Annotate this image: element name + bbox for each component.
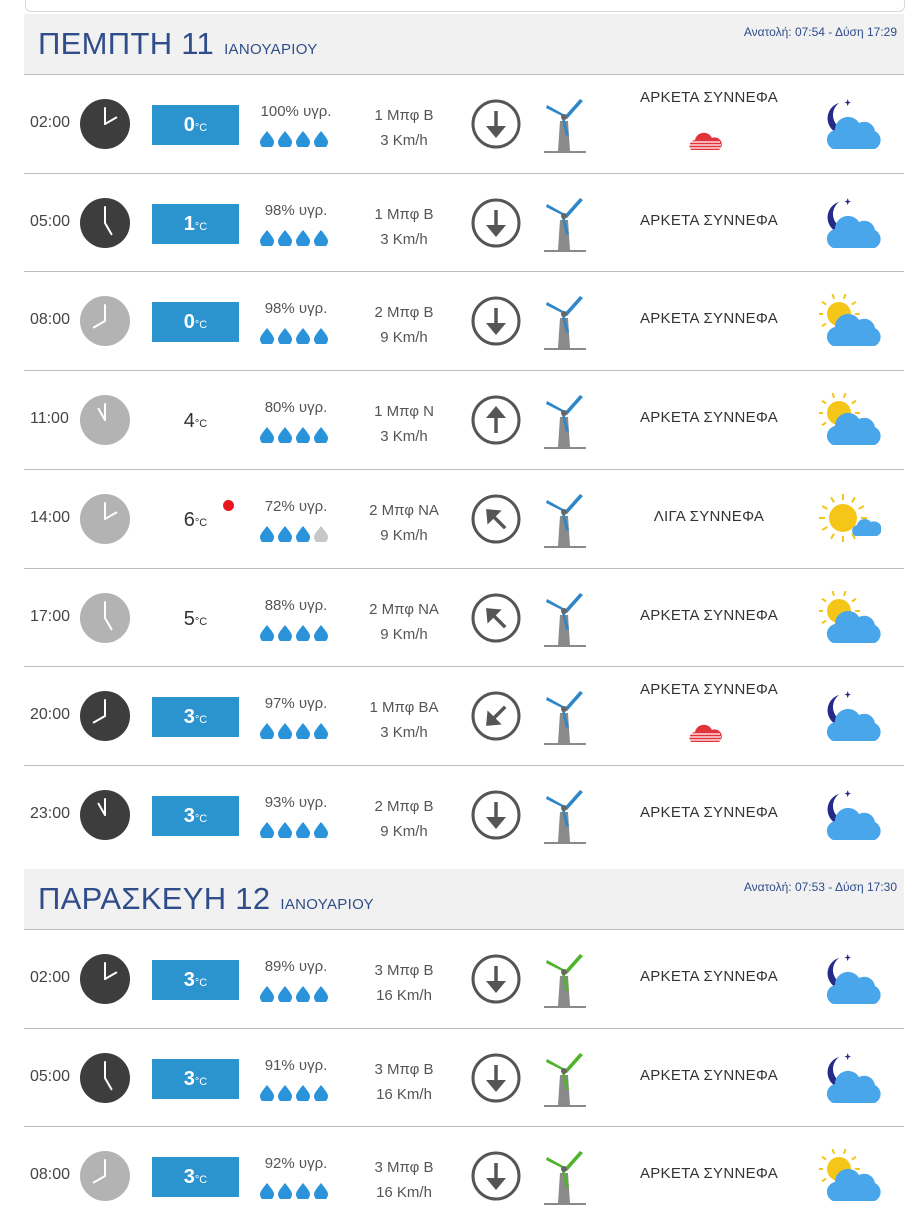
wind-speed: 16 Km/h [376,1085,432,1103]
arrow-down-icon [470,1052,522,1104]
wind-turbine-icon [539,786,589,846]
clock-icon [80,691,130,741]
weather-description: ΑΡΚΕΤΑ ΣΥΝΝΕΦΑ [639,211,779,229]
wind-turbine-icon [539,950,589,1010]
weather-description: ΑΡΚΕΤΑ ΣΥΝΝΕΦΑ [639,89,779,106]
hour-label: 17:00 [30,607,71,625]
wind-beaufort: 1 Μπφ Β [374,107,434,124]
wind-turbine-icon [539,490,589,550]
day-cloudy-icon [819,294,881,350]
wind-speed: 3 Km/h [380,132,428,149]
clock-icon [80,198,130,248]
night-cloudy-icon [819,1051,881,1107]
arrow-down-icon [470,789,522,841]
night-cloudy-icon [819,788,881,844]
day-month: ΙΑΝΟΥΑΡΙΟΥ [224,41,318,58]
night-cloudy-icon [819,952,881,1008]
sun-few-clouds-icon [819,492,881,548]
wind-speed: 3 Km/h [380,428,428,446]
night-cloudy-icon [819,689,881,745]
temperature-value: 0 [183,114,195,136]
wind-beaufort: 3 Μπφ Β [374,1159,434,1177]
temperature-value: 6 [183,508,195,531]
temperature-value: 3 [183,706,195,729]
temperature-unit: °C [194,220,208,233]
temperature [152,796,239,836]
arrow-down-left-icon [470,690,522,742]
sunrise-sunset: Ανατολή: 07:54 - Δύση 17:29 [743,25,897,39]
clock-icon [80,494,130,544]
clock-icon [80,954,130,1004]
day-cloudy-icon [819,393,881,449]
forecast-row[interactable] [24,469,904,568]
wind-speed: 3 Km/h [380,230,428,248]
temperature-value: 0 [183,311,195,334]
hour-label: 20:00 [30,706,71,724]
temperature-unit: °C [194,812,208,825]
humidity-label: 92% υγρ. [264,1155,328,1173]
wind-info [354,1155,454,1205]
hour-label: 02:00 [30,114,71,131]
weather-description: ΑΡΚΕΤΑ ΣΥΝΝΕΦΑ [639,803,779,821]
hour-label: 05:00 [30,212,71,230]
night-cloudy-icon [819,196,881,252]
temperature [152,204,239,244]
wind-turbine-icon [539,391,589,451]
forecast-row[interactable] [24,370,904,469]
wind-turbine-icon [539,687,589,747]
forecast-row[interactable] [24,765,904,864]
wind-turbine-icon [539,1049,589,1109]
wind-beaufort: 3 Μπφ Β [374,962,434,979]
wind-info [354,498,454,548]
arrow-down-icon [470,1150,522,1202]
temperature [152,960,239,1000]
arrow-down-icon [470,953,522,1005]
temperature-unit: °C [194,977,208,989]
forecast-row[interactable] [24,74,904,173]
arrow-down-icon [470,98,522,150]
day-cloudy-icon [819,1149,881,1205]
day-cloudy-icon [819,591,881,647]
clock-icon [80,790,130,840]
wind-info [354,399,454,449]
hour-label: 23:00 [30,804,71,822]
clock-icon [80,99,130,149]
search-box-edge [25,0,905,12]
wind-beaufort: 1 Μπφ Β [374,205,434,223]
temperature-value: 3 [183,804,195,827]
temperature-unit: °C [194,1075,208,1088]
temperature [152,1059,239,1099]
humidity-drops-icon [259,228,333,246]
temperature [152,697,239,737]
humidity-drops-icon [259,524,333,542]
humidity-drops-icon [259,129,333,147]
arrow-up-left-icon [470,493,522,545]
humidity-drops-icon [259,820,333,838]
day-header [24,14,904,74]
wind-turbine-icon [539,292,589,352]
wind-info [354,103,454,153]
clock-icon [80,296,130,346]
temperature [152,1157,239,1197]
day-title: ΠΑΡΑΣΚΕΥΗ 12 ΙΑΝΟΥΑΡΙΟΥ [38,881,374,916]
temperature [152,105,239,145]
wind-speed: 16 Km/h [376,1184,432,1202]
temperature-value: 3 [183,969,195,991]
day-month: ΙΑΝΟΥΑΡΙΟΥ [280,896,374,913]
humidity-label: 72% υγρ. [264,497,328,515]
humidity-label: 100% υγρ. [260,103,332,120]
wind-speed: 9 Km/h [380,625,428,643]
humidity-drops-icon [259,984,333,1002]
arrow-up-icon [470,394,522,446]
humidity-label: 91% υγρ. [264,1056,328,1074]
wind-info [354,695,454,745]
wind-info [354,300,454,350]
wind-turbine-icon [539,194,589,254]
hour-label: 02:00 [30,969,71,986]
weather-description: ΑΡΚΕΤΑ ΣΥΝΝΕΦΑ [639,409,779,427]
wind-speed: 9 Km/h [380,822,428,840]
temperature-value: 3 [183,1067,195,1090]
clock-icon [80,395,130,445]
humidity-label: 93% υγρ. [264,793,328,811]
temperature-unit: °C [194,714,208,727]
wind-turbine-icon [539,95,589,155]
clock-icon [80,1053,130,1103]
wind-turbine-icon [539,589,589,649]
wind-beaufort: 2 Μπφ Β [374,304,434,322]
wind-speed: 9 Km/h [380,329,428,347]
temperature-unit: °C [194,615,208,628]
arrow-up-left-icon [470,592,522,644]
day-header [24,869,904,929]
forecast-row[interactable] [24,568,904,667]
weather-description: ΑΡΚΕΤΑ ΣΥΝΝΕΦΑ [639,681,779,699]
humidity-drops-icon [259,425,333,443]
alert-dot-icon [223,500,234,511]
weather-description: ΑΡΚΕΤΑ ΣΥΝΝΕΦΑ [639,968,779,985]
wind-info [354,958,454,1008]
wind-info [354,597,454,647]
wind-turbine-icon [539,1147,589,1207]
temperature-unit: °C [194,516,208,529]
day-title: ΠΕΜΠΤΗ 11 ΙΑΝΟΥΑΡΙΟΥ [38,26,318,61]
humidity-drops-icon [259,1181,333,1199]
forecast-row[interactable] [24,1126,904,1225]
temperature [152,599,239,639]
hour-label: 08:00 [30,311,71,329]
wind-speed: 3 Km/h [380,724,428,742]
wind-info [354,794,454,844]
temperature-value: 4 [183,410,195,433]
sunrise-sunset: Ανατολή: 07:53 - Δύση 17:30 [743,880,897,894]
temperature-unit: °C [194,122,208,134]
humidity-drops-icon [259,326,333,344]
wind-beaufort: 2 Μπφ Β [374,797,434,815]
humidity-drops-icon [259,1083,333,1101]
weather-description: ΑΡΚΕΤΑ ΣΥΝΝΕΦΑ [639,1165,779,1183]
temperature [152,302,239,342]
forecast-row[interactable] [24,929,904,1028]
wind-beaufort: 1 Μπφ ΒΑ [369,699,439,717]
temperature-unit: °C [194,1174,208,1187]
hour-label: 05:00 [30,1067,71,1085]
rain-cloud-icon [687,724,723,746]
wind-beaufort: 1 Μπφ Ν [374,403,434,421]
wind-beaufort: 2 Μπφ ΝΑ [369,501,439,519]
clock-icon [80,593,130,643]
humidity-drops-icon [259,623,333,641]
weather-description: ΑΡΚΕΤΑ ΣΥΝΝΕΦΑ [639,310,779,328]
temperature-unit: °C [194,319,208,332]
forecast-row[interactable] [24,1028,904,1127]
hour-label: 14:00 [30,508,71,526]
weather-description: ΛΙΓΑ ΣΥΝΝΕΦΑ [653,507,765,525]
weather-description: ΑΡΚΕΤΑ ΣΥΝΝΕΦΑ [639,606,779,624]
arrow-down-icon [470,295,522,347]
wind-info [354,202,454,252]
hour-label: 08:00 [30,1166,71,1184]
night-cloudy-icon [819,97,881,153]
wind-speed: 9 Km/h [380,526,428,544]
wind-info [354,1057,454,1107]
temperature-value: 5 [183,607,195,630]
humidity-label: 98% υγρ. [264,201,328,219]
rain-cloud-icon [687,132,723,154]
humidity-label: 88% υγρ. [264,596,328,614]
humidity-label: 80% υγρ. [264,399,328,417]
forecast-row[interactable] [24,271,904,370]
temperature-unit: °C [194,418,208,431]
wind-beaufort: 2 Μπφ ΝΑ [369,600,439,618]
temperature-value: 3 [183,1166,195,1189]
humidity-drops-icon [259,721,333,739]
forecast-row[interactable] [24,173,904,272]
humidity-label: 98% υγρ. [264,300,328,318]
temperature-value: 1 [183,212,195,235]
humidity-label: 89% υγρ. [264,958,328,975]
forecast-row[interactable] [24,666,904,765]
wind-speed: 16 Km/h [376,987,432,1004]
wind-beaufort: 3 Μπφ Β [374,1060,434,1078]
humidity-label: 97% υγρ. [264,695,328,713]
temperature [152,401,239,441]
arrow-down-icon [470,197,522,249]
weather-description: ΑΡΚΕΤΑ ΣΥΝΝΕΦΑ [639,1066,779,1084]
hour-label: 11:00 [30,410,69,428]
clock-icon [80,1151,130,1201]
